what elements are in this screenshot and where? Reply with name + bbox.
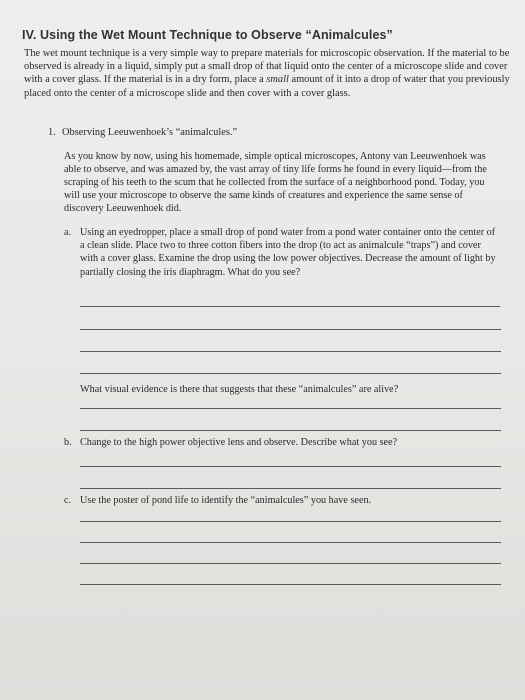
question-a-text: Using an eyedropper, place a small drop of pond water from a pond water container onto the center of a clean slide. Place two to three cotton fibers into the drop (to act as animalcule “traps”) and cover with a cover glass. Examine the drop using the low power objectives. Decrease the amount of light by partially closing the iris diaphragm. What do you see? — [80, 227, 496, 278]
intro-text-1: The wet mount technique is a very simple way to prepare materials for microscopic observation. If the material to be observed is already in a liquid, simply put a small drop of that liquid onto the center of a microscope slide and cover with a cover glass. If the material is in a dry form, place a — [24, 48, 510, 86]
question-c — [64, 494, 500, 507]
item-1-heading — [48, 126, 237, 139]
question-b — [64, 436, 500, 449]
question-b-letter: b. — [64, 437, 72, 448]
question-c-letter: c. — [64, 495, 72, 506]
answer-line[interactable] — [80, 466, 501, 467]
answer-line[interactable] — [80, 563, 501, 564]
item-1-number: 1. — [48, 127, 56, 138]
bleed-through-texture — [30, 330, 33, 341]
question-b-text: Change to the high power objective lens and observe. Describe what you see? — [80, 437, 398, 448]
intro-text-emphasis: small — [266, 74, 289, 86]
question-a-alive: What visual evidence is there that suggests that these “animalcules” are alive? — [80, 384, 399, 395]
answer-line[interactable] — [80, 306, 500, 307]
question-a — [64, 226, 500, 279]
answer-line[interactable] — [80, 542, 501, 543]
item-1-paragraph: As you know by now, using his homemade, simple optical microscopes, Antony van Leeuwenhoek was able to observe, and was amazed by, the vast array of tiny life forms he found in every liquid—from the scraping of his teeth to the scum that he collected from the surface of a neighborhood pond. Today, you will use your microscope to observe the same kinds of creatures and experience the same sense of discovery Leeuwenhoek did. — [64, 151, 487, 214]
item-1-title: Observing Leeuwenhoek’s “animalcules.” — [62, 127, 238, 138]
answer-line[interactable] — [80, 488, 501, 489]
answer-line[interactable] — [80, 351, 501, 352]
intro-paragraph — [24, 47, 512, 100]
question-c-text: Use the poster of pond life to identify the “animalcules” you have seen. — [80, 495, 372, 506]
question-a-letter: a. — [64, 227, 72, 238]
section-title: IV. Using the Wet Mount Technique to Observe “Animalcules” — [22, 28, 393, 42]
answer-line[interactable] — [80, 408, 501, 409]
answer-line[interactable] — [80, 430, 501, 431]
answer-line[interactable] — [80, 584, 501, 585]
answer-line[interactable] — [80, 329, 501, 330]
answer-line[interactable] — [80, 373, 501, 374]
intro-text-2: amount of it into a drop of water that you previously placed onto the center of a microscope slide and then cover with a cover glass. — [24, 74, 510, 99]
answer-line[interactable] — [80, 521, 501, 522]
